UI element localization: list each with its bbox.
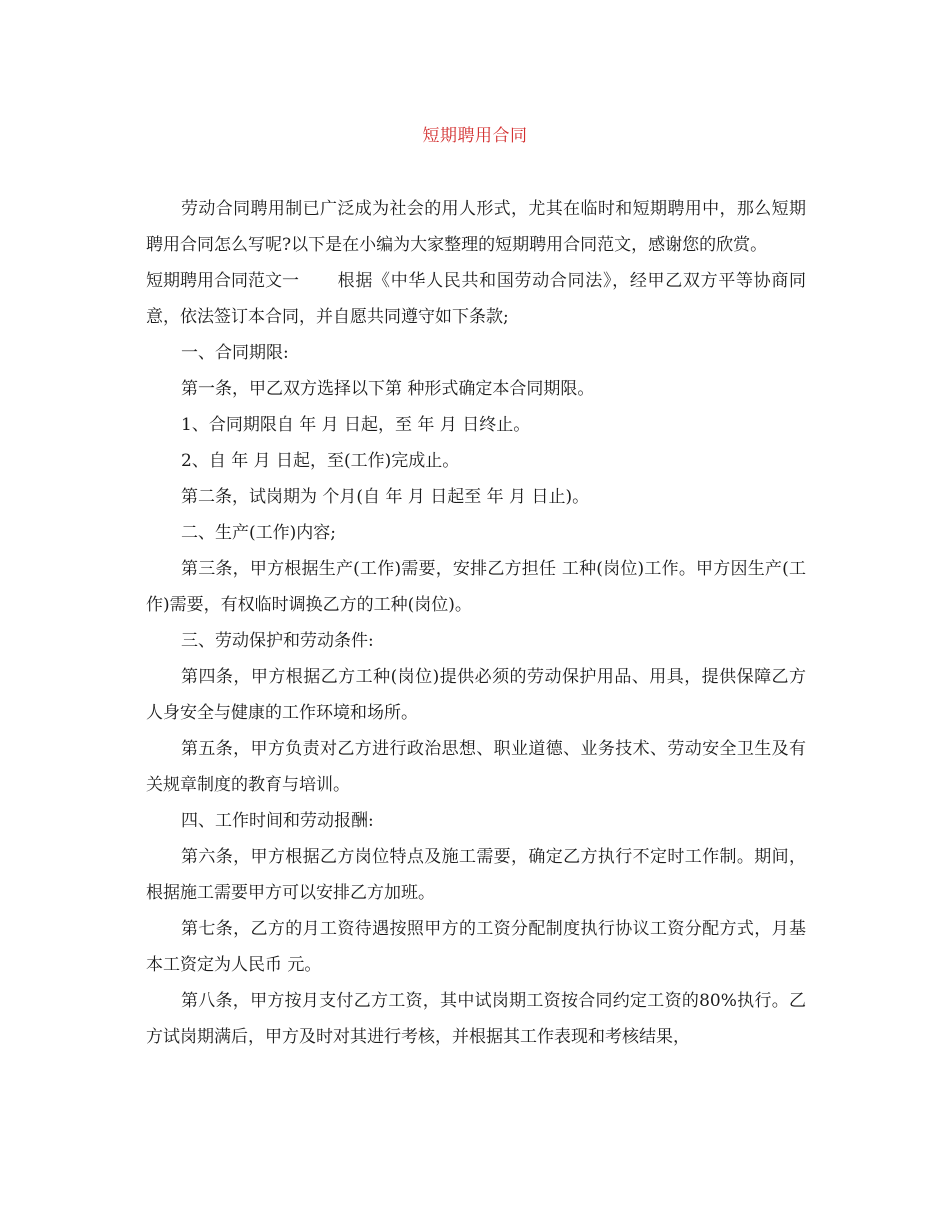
clause-3: 第三条，甲方根据生产(工作)需要，安排乙方担任 工种(岗位)工作。甲方因生产(工作)需要，有权临时调换乙方的工种(岗位)。 xyxy=(146,559,806,615)
clause-1-option-2: 2、自 年 月 日起，至(工作)完成止。 xyxy=(181,451,460,471)
intro-paragraph: 劳动合同聘用制已广泛成为社会的用人形式，尤其在临时和短期聘用中，那么短期聘用合同怎么写呢?以下是在小编为大家整理的短期聘用合同范文，感谢您的欣赏。 xyxy=(146,199,806,255)
section-heading-term: 一、合同期限: xyxy=(181,343,289,363)
clause-1: 第一条，甲乙双方选择以下第 种形式确定本合同期限。 xyxy=(181,379,595,399)
section-heading-hours-pay: 四、工作时间和劳动报酬: xyxy=(181,811,374,831)
clause-5: 第五条，甲方负责对乙方进行政治思想、职业道德、业务技术、劳动安全卫生及有关规章制度的教育与培训。 xyxy=(146,739,806,795)
clause-4: 第四条，甲方根据乙方工种(岗位)提供必须的劳动保护用品、用具，提供保障乙方人身安全与健康的工作环境和场所。 xyxy=(146,667,806,723)
clause-2: 第二条，试岗期为 个月(自 年 月 日起至 年 月 日止)。 xyxy=(181,487,590,507)
document-body xyxy=(146,191,806,1055)
document-title: 短期聘用合同 xyxy=(422,126,528,146)
section-heading-protection: 三、劳动保护和劳动条件: xyxy=(181,631,374,651)
clause-1-option-1: 1、合同期限自 年 月 日起，至 年 月 日终止。 xyxy=(181,415,531,435)
clause-7: 第七条，乙方的月工资待遇按照甲方的工资分配制度执行协议工资分配方式，月基本工资定为人民币 元。 xyxy=(146,919,806,975)
sample-text: 根据《中华人民共和国劳动合同法》，经甲乙双方平等协商同意，依法签订本合同，并自愿共同遵守如下条款; xyxy=(146,271,806,327)
section-heading-work: 二、生产(工作)内容; xyxy=(181,523,336,543)
sample-label: 短期聘用合同范文一 xyxy=(146,271,299,291)
clause-6: 第六条，甲方根据乙方岗位特点及施工需要，确定乙方执行不定时工作制。期间，根据施工需要甲方可以安排乙方加班。 xyxy=(146,847,806,903)
clause-8: 第八条，甲方按月支付乙方工资，其中试岗期工资按合同约定工资的80%执行。乙方试岗期满后，甲方及时对其进行考核，并根据其工作表现和考核结果， xyxy=(146,991,806,1047)
sample-paragraph xyxy=(146,263,806,335)
